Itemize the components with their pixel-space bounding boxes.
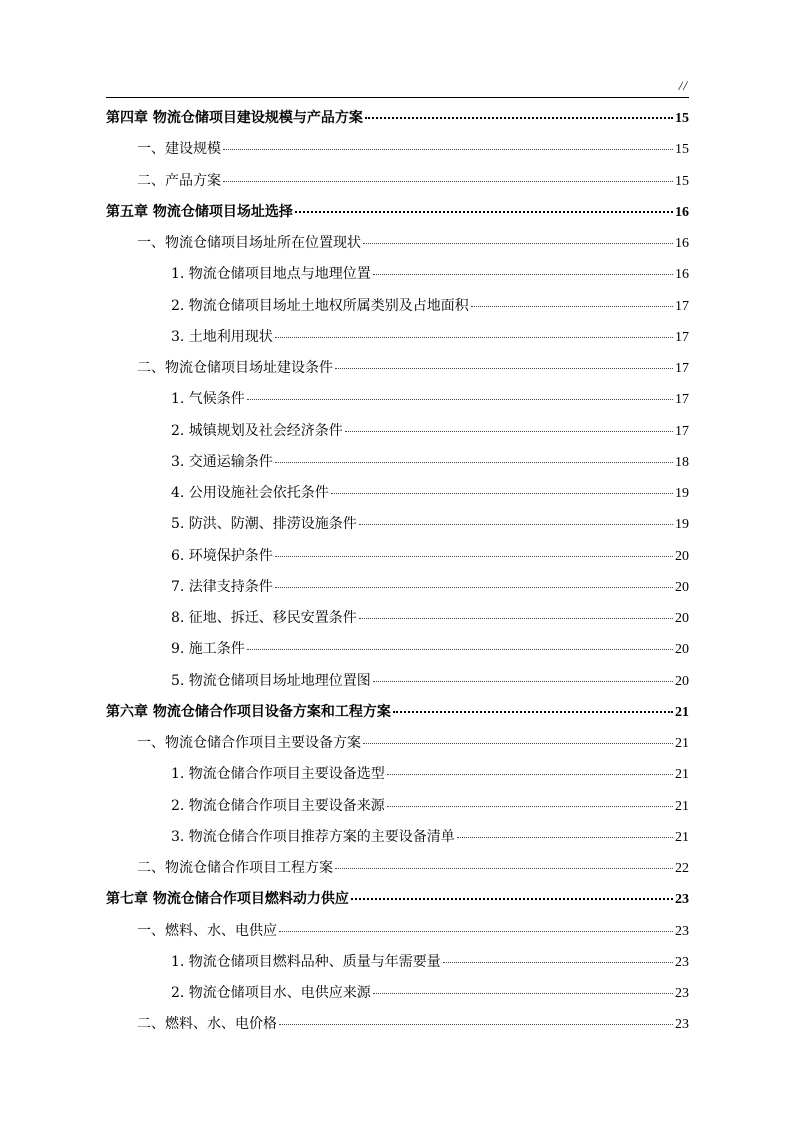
toc-dot-leader	[363, 243, 673, 244]
header-rule	[106, 97, 689, 98]
toc-dot-leader	[331, 493, 673, 494]
toc-page-number: 23	[675, 986, 689, 1001]
toc-entry-label: 9. 施工条件	[171, 641, 245, 658]
toc-section-entry[interactable]	[106, 920, 689, 951]
toc-subsection-entry[interactable]	[106, 638, 689, 669]
toc-subsection-entry[interactable]	[106, 263, 689, 294]
toc-page-number: 23	[675, 892, 689, 908]
toc-entry-label: 2. 物流仓储项目水、电供应来源	[171, 985, 371, 1001]
toc-dot-leader	[457, 837, 673, 838]
toc-section-entry[interactable]	[106, 138, 689, 169]
toc-page-number: 17	[675, 423, 689, 439]
toc-entry-label: 第四章 物流仓储项目建设规模与产品方案	[106, 110, 363, 126]
toc-dot-leader	[223, 181, 673, 182]
toc-dot-leader	[443, 962, 673, 963]
toc-page-number: 15	[675, 111, 689, 126]
toc-entry-label: 1. 气候条件	[171, 391, 245, 408]
toc-subsection-entry[interactable]	[106, 545, 689, 576]
toc-subsection-entry[interactable]	[106, 513, 689, 544]
toc-dot-leader	[279, 1024, 673, 1025]
toc-page-number: 18	[675, 454, 689, 470]
toc-page-number: 17	[675, 392, 689, 408]
toc-entry-label: 二、产品方案	[137, 172, 221, 189]
toc-page-number: 16	[675, 204, 689, 220]
toc-dot-leader	[279, 931, 673, 932]
toc-entry-label: 一、物流仓储项目场址所在位置现状	[137, 235, 361, 251]
toc-entry-label: 第六章 物流仓储合作项目设备方案和工程方案	[106, 703, 391, 720]
toc-entry-label: 二、物流仓储项目场址建设条件	[137, 360, 333, 376]
toc-subsection-entry[interactable]	[106, 795, 689, 826]
toc-subsection-entry[interactable]	[106, 826, 689, 857]
toc-dot-leader	[335, 868, 673, 869]
toc-page-number: 20	[675, 611, 689, 626]
toc-dot-leader	[373, 681, 673, 682]
toc-subsection-entry[interactable]	[106, 576, 689, 607]
toc-entry-label: 1. 物流仓储项目地点与地理位置	[171, 266, 371, 283]
toc-page-number: 21	[675, 736, 689, 751]
toc-page-number: 16	[675, 267, 689, 283]
toc-page-number: 15	[675, 142, 689, 158]
toc-dot-leader	[345, 431, 673, 432]
toc-page-number: 21	[675, 798, 689, 814]
toc-dot-leader	[275, 587, 673, 588]
toc-page-number: 23	[675, 954, 689, 970]
toc-section-entry[interactable]	[106, 732, 689, 763]
toc-entry-label: 1. 物流仓储项目燃料品种、质量与年需要量	[171, 953, 441, 970]
toc-subsection-entry[interactable]	[106, 388, 689, 419]
toc-section-entry[interactable]	[106, 1013, 689, 1044]
toc-page-number: 20	[675, 548, 689, 564]
toc-entry-label: 一、建设规模	[137, 141, 221, 158]
toc-entry-label: 一、物流仓储合作项目主要设备方案	[137, 735, 361, 751]
toc-dot-leader	[247, 649, 673, 650]
toc-subsection-entry[interactable]	[106, 670, 689, 701]
toc-page-number: 20	[675, 673, 689, 689]
toc-page-number: 19	[675, 486, 689, 501]
toc-dot-leader	[275, 337, 673, 338]
toc-chapter-entry[interactable]	[106, 888, 689, 919]
toc-entry-label: 5. 防洪、防潮、排涝设施条件	[171, 516, 357, 533]
toc-entry-label: 2. 城镇规划及社会经济条件	[171, 422, 343, 439]
toc-subsection-entry[interactable]	[106, 295, 689, 326]
toc-dot-leader	[351, 898, 673, 900]
toc-dot-leader	[275, 556, 673, 557]
toc-dot-leader	[223, 149, 673, 150]
toc-subsection-entry[interactable]	[106, 951, 689, 982]
toc-page-number: 17	[675, 329, 689, 345]
toc-dot-leader	[471, 306, 673, 307]
toc-page-number: 23	[675, 1017, 689, 1033]
toc-page-number: 20	[675, 642, 689, 658]
toc-chapter-entry[interactable]	[106, 701, 689, 732]
toc-subsection-entry[interactable]	[106, 982, 689, 1013]
toc-entry-label: 3. 交通运输条件	[171, 453, 273, 470]
toc-subsection-entry[interactable]	[106, 482, 689, 513]
toc-dot-leader	[373, 993, 673, 994]
toc-entry-label: 2. 物流仓储项目场址土地权所属类别及占地面积	[171, 297, 469, 314]
toc-page-number: 21	[675, 767, 689, 783]
toc-subsection-entry[interactable]	[106, 763, 689, 794]
toc-page-number: 15	[675, 173, 689, 189]
toc-page-number: 17	[675, 298, 689, 314]
toc-entry-label: 7. 法律支持条件	[171, 578, 273, 595]
toc-dot-leader	[359, 618, 673, 619]
toc-dot-leader	[295, 211, 673, 213]
header-mark: //	[678, 78, 688, 93]
toc-entry-label: 第五章 物流仓储项目场址选择	[106, 203, 293, 220]
toc-subsection-entry[interactable]	[106, 326, 689, 357]
toc-entry-label: 5. 物流仓储项目场址地理位置图	[171, 672, 371, 689]
toc-section-entry[interactable]	[106, 857, 689, 888]
toc-entry-label: 6. 环境保护条件	[171, 547, 273, 564]
toc-section-entry[interactable]	[106, 357, 689, 388]
toc-entry-label: 第七章 物流仓储合作项目燃料动力供应	[106, 891, 349, 908]
toc-page-number: 17	[675, 361, 689, 376]
toc-page-number: 21	[675, 829, 689, 845]
toc-subsection-entry[interactable]	[106, 451, 689, 482]
toc-section-entry[interactable]	[106, 170, 689, 201]
toc-dot-leader	[359, 524, 673, 525]
toc-entry-label: 二、物流仓储合作项目工程方案	[137, 860, 333, 876]
toc-chapter-entry[interactable]	[106, 107, 689, 138]
toc-section-entry[interactable]	[106, 232, 689, 263]
toc-dot-leader	[373, 274, 673, 275]
toc-subsection-entry[interactable]	[106, 607, 689, 638]
toc-chapter-entry[interactable]	[106, 201, 689, 232]
toc-entry-label: 3. 物流仓储合作项目推荐方案的主要设备清单	[171, 828, 455, 845]
toc-entry-label: 1. 物流仓储合作项目主要设备选型	[171, 766, 385, 783]
toc-page-number: 16	[675, 236, 689, 251]
table-of-contents	[106, 107, 689, 1045]
toc-page-number: 19	[675, 517, 689, 533]
toc-dot-leader	[363, 743, 673, 744]
toc-dot-leader	[275, 462, 673, 463]
toc-entry-label: 3. 土地利用现状	[171, 328, 273, 345]
toc-entry-label: 8. 征地、拆迁、移民安置条件	[171, 610, 357, 626]
toc-dot-leader	[365, 117, 673, 119]
toc-entry-label: 一、燃料、水、电供应	[137, 922, 277, 939]
toc-page-number: 21	[675, 704, 689, 720]
toc-dot-leader	[387, 774, 673, 775]
toc-entry-label: 二、燃料、水、电价格	[137, 1016, 277, 1033]
toc-dot-leader	[335, 368, 673, 369]
toc-dot-leader	[247, 399, 673, 400]
toc-page-number: 20	[675, 579, 689, 595]
toc-dot-leader	[387, 806, 673, 807]
toc-entry-label: 4. 公用设施社会依托条件	[171, 485, 329, 501]
toc-entry-label: 2. 物流仓储合作项目主要设备来源	[171, 797, 385, 814]
toc-page-number: 22	[675, 861, 689, 876]
toc-page-number: 23	[675, 923, 689, 939]
toc-subsection-entry[interactable]	[106, 420, 689, 451]
toc-dot-leader	[393, 711, 673, 713]
